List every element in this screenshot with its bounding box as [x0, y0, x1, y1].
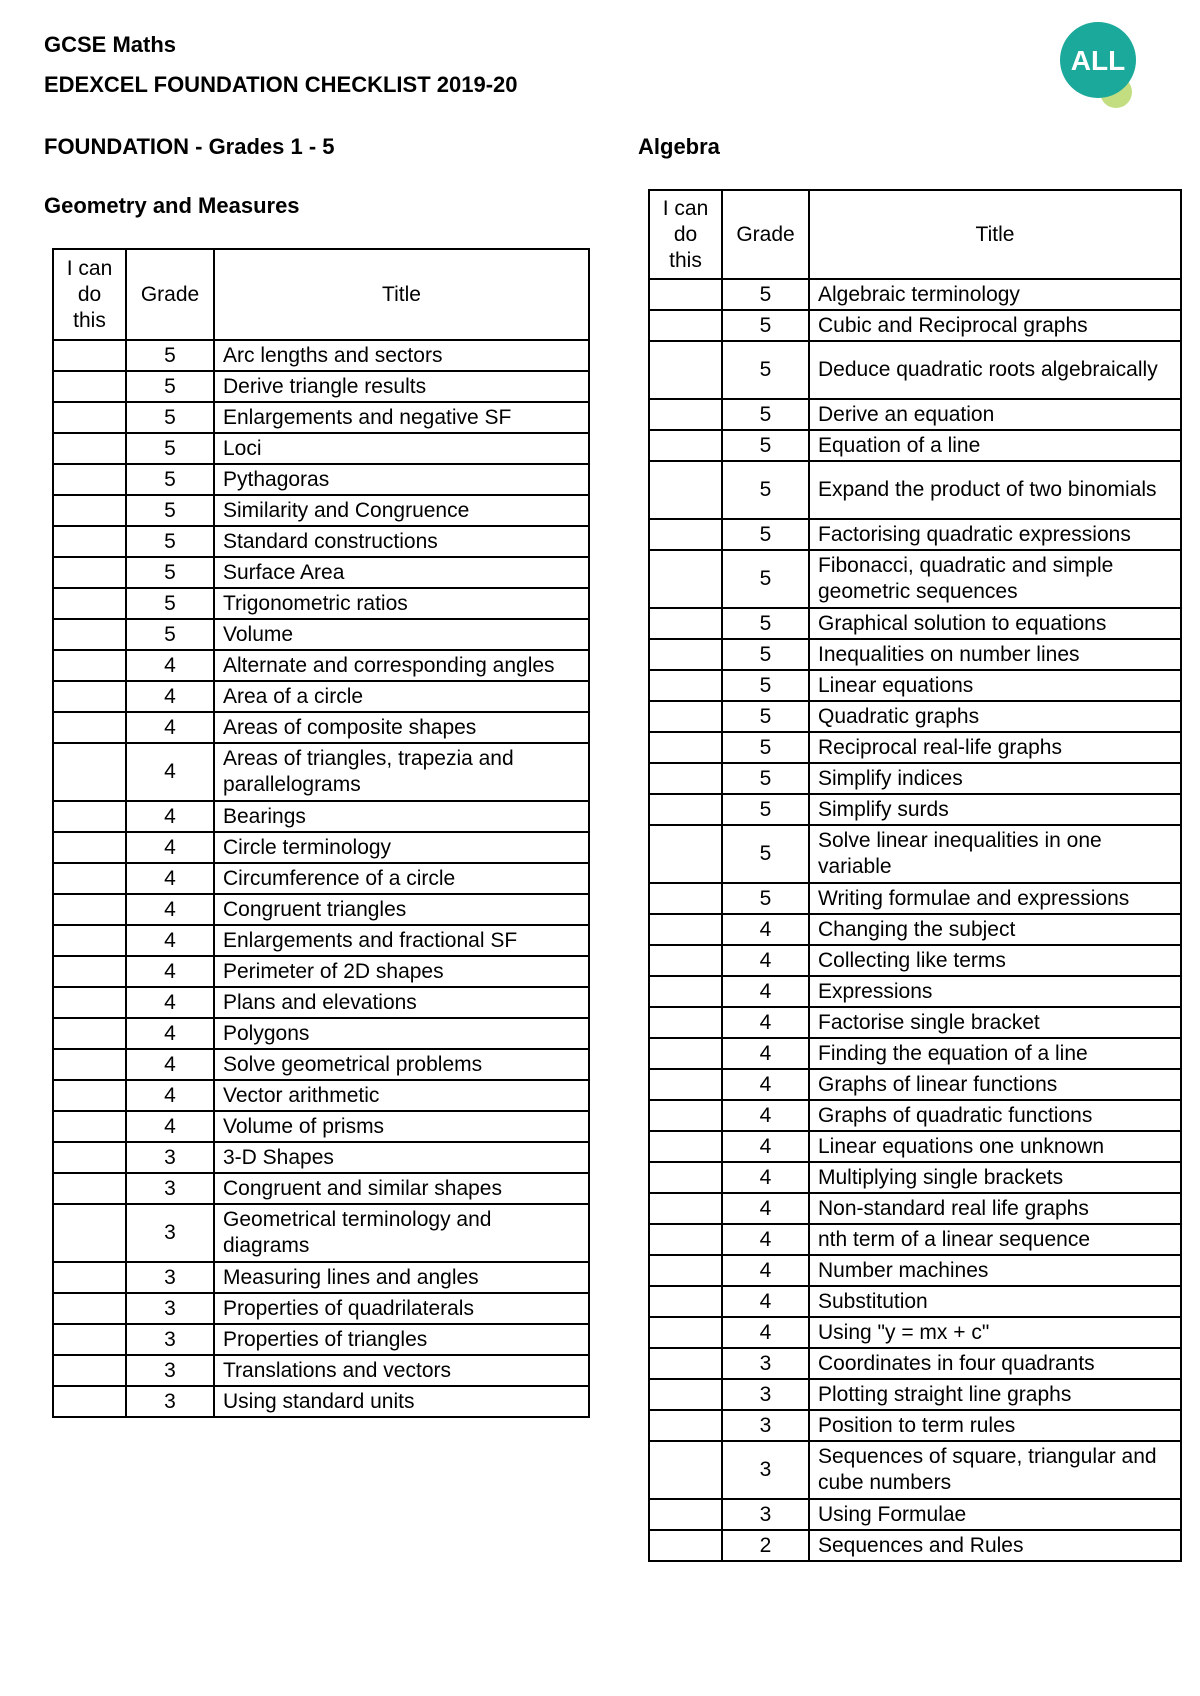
title-cell: Writing formulae and expressions [809, 883, 1181, 914]
column-header-title: Title [809, 190, 1181, 279]
title-cell: Multiplying single brackets [809, 1162, 1181, 1193]
table-row [53, 588, 589, 619]
table-row [649, 1317, 1181, 1348]
grade-cell: 5 [722, 461, 809, 519]
grade-cell: 5 [126, 464, 214, 495]
grade-cell: 4 [722, 914, 809, 945]
title-cell: Cubic and Reciprocal graphs [809, 310, 1181, 341]
grade-cell: 5 [126, 557, 214, 588]
title-cell: Alternate and corresponding angles [214, 650, 589, 681]
checkbox-cell[interactable] [53, 1386, 126, 1417]
grade-cell: 5 [126, 340, 214, 371]
checkbox-cell[interactable] [649, 1069, 722, 1100]
table-row [649, 310, 1181, 341]
title-cell: Volume [214, 619, 589, 650]
geometry-checklist-table [52, 248, 590, 1418]
checkbox-cell[interactable] [649, 1379, 722, 1410]
checkbox-cell[interactable] [53, 832, 126, 863]
table-row [649, 430, 1181, 461]
title-cell: Volume of prisms [214, 1111, 589, 1142]
grade-cell: 5 [722, 701, 809, 732]
checkbox-cell[interactable] [649, 670, 722, 701]
title-cell: Position to term rules [809, 1410, 1181, 1441]
grade-cell: 5 [722, 883, 809, 914]
checklist-title: EDEXCEL FOUNDATION CHECKLIST 2019-20 [44, 72, 518, 97]
title-cell: Pythagoras [214, 464, 589, 495]
checkbox-cell[interactable] [53, 925, 126, 956]
table-row [649, 794, 1181, 825]
checkbox-cell[interactable] [649, 1255, 722, 1286]
table-row [53, 1355, 589, 1386]
checkbox-cell[interactable] [53, 1293, 126, 1324]
title-cell: Factorising quadratic expressions [809, 519, 1181, 550]
checkbox-cell[interactable] [649, 732, 722, 763]
logo-text: ALL [1070, 45, 1126, 76]
checkbox-cell[interactable] [649, 914, 722, 945]
all-logo [1058, 18, 1142, 118]
title-cell: Geometrical terminology and diagrams [214, 1204, 589, 1262]
checkbox-cell[interactable] [53, 402, 126, 433]
grade-cell: 5 [126, 588, 214, 619]
grade-cell: 4 [126, 956, 214, 987]
checkbox-cell[interactable] [53, 712, 126, 743]
checkbox-cell[interactable] [53, 650, 126, 681]
title-cell: Algebraic terminology [809, 279, 1181, 310]
table-row [53, 371, 589, 402]
table-row [649, 701, 1181, 732]
grade-cell: 3 [126, 1204, 214, 1262]
grade-cell: 4 [722, 1317, 809, 1348]
checkbox-cell[interactable] [53, 801, 126, 832]
table-row [53, 987, 589, 1018]
table-row [53, 464, 589, 495]
checkbox-cell[interactable] [649, 310, 722, 341]
title-cell: Sequences and Rules [809, 1530, 1181, 1561]
grade-cell: 4 [722, 1007, 809, 1038]
title-cell: Non-standard real life graphs [809, 1193, 1181, 1224]
title-cell: Areas of composite shapes [214, 712, 589, 743]
checkbox-cell[interactable] [53, 743, 126, 801]
checkbox-cell[interactable] [649, 1317, 722, 1348]
title-cell: Equation of a line [809, 430, 1181, 461]
title-cell: Linear equations [809, 670, 1181, 701]
table-row [53, 402, 589, 433]
table-row [649, 732, 1181, 763]
table-row [53, 1262, 589, 1293]
column-header-grade: Grade [722, 190, 809, 279]
checkbox-cell[interactable] [649, 794, 722, 825]
title-cell: Derive an equation [809, 399, 1181, 430]
table-row [649, 1286, 1181, 1317]
checkbox-cell[interactable] [53, 1204, 126, 1262]
table-row [53, 832, 589, 863]
table-row [649, 550, 1181, 608]
checkbox-cell[interactable] [649, 341, 722, 399]
checkbox-cell[interactable] [649, 1038, 722, 1069]
checkbox-cell[interactable] [649, 1100, 722, 1131]
title-cell: Circumference of a circle [214, 863, 589, 894]
table-row [649, 1131, 1181, 1162]
checkbox-cell[interactable] [53, 1018, 126, 1049]
table-row [649, 1530, 1181, 1561]
grade-cell: 4 [722, 1069, 809, 1100]
grade-cell: 5 [126, 402, 214, 433]
grade-cell: 4 [126, 832, 214, 863]
table-row [649, 1069, 1181, 1100]
grade-cell: 4 [722, 1131, 809, 1162]
table-row [53, 1204, 589, 1262]
checkbox-cell[interactable] [53, 894, 126, 925]
title-cell: nth term of a linear sequence [809, 1224, 1181, 1255]
title-cell: Polygons [214, 1018, 589, 1049]
grade-cell: 3 [126, 1293, 214, 1324]
grade-cell: 5 [126, 433, 214, 464]
grade-cell: 5 [126, 495, 214, 526]
title-cell: Circle terminology [214, 832, 589, 863]
checkbox-cell[interactable] [53, 987, 126, 1018]
grade-cell: 5 [722, 341, 809, 399]
table-row [649, 976, 1181, 1007]
grade-cell: 4 [126, 894, 214, 925]
grade-cell: 4 [722, 976, 809, 1007]
checkbox-cell[interactable] [53, 1173, 126, 1204]
title-cell: Properties of quadrilaterals [214, 1293, 589, 1324]
checkbox-cell[interactable] [53, 464, 126, 495]
checkbox-cell[interactable] [649, 1286, 722, 1317]
title-cell: Expressions [809, 976, 1181, 1007]
title-cell: Linear equations one unknown [809, 1131, 1181, 1162]
grade-cell: 3 [722, 1348, 809, 1379]
checkbox-cell[interactable] [53, 1080, 126, 1111]
algebra-checklist-table [648, 189, 1182, 1562]
title-cell: Finding the equation of a line [809, 1038, 1181, 1069]
checkbox-cell[interactable] [649, 1499, 722, 1530]
title-cell: Trigonometric ratios [214, 588, 589, 619]
grade-cell: 4 [126, 712, 214, 743]
table-row [53, 956, 589, 987]
table-row [53, 863, 589, 894]
title-cell: Loci [214, 433, 589, 464]
table-row [53, 712, 589, 743]
table-row [53, 1142, 589, 1173]
grade-cell: 5 [722, 825, 809, 883]
checkbox-cell[interactable] [649, 945, 722, 976]
table-row [649, 763, 1181, 794]
column-header-title: Title [214, 249, 589, 340]
grade-cell: 3 [722, 1499, 809, 1530]
grade-cell: 2 [722, 1530, 809, 1561]
checkbox-cell[interactable] [53, 1355, 126, 1386]
checkbox-cell[interactable] [649, 550, 722, 608]
checkbox-cell[interactable] [649, 1007, 722, 1038]
subject-title: GCSE Maths [44, 32, 177, 57]
checkbox-cell[interactable] [649, 519, 722, 550]
table-row [53, 650, 589, 681]
table-row [53, 925, 589, 956]
title-cell: Graphs of quadratic functions [809, 1100, 1181, 1131]
grade-cell: 5 [722, 732, 809, 763]
grade-cell: 4 [126, 1080, 214, 1111]
checkbox-cell[interactable] [53, 371, 126, 402]
title-cell: Plotting straight line graphs [809, 1379, 1181, 1410]
title-cell: Measuring lines and angles [214, 1262, 589, 1293]
title-cell: Solve geometrical problems [214, 1049, 589, 1080]
column-header-check: I can do this [649, 190, 722, 279]
grade-cell: 4 [722, 945, 809, 976]
table-row [53, 1293, 589, 1324]
title-cell: Number machines [809, 1255, 1181, 1286]
table-row [53, 1173, 589, 1204]
grade-cell: 4 [126, 1111, 214, 1142]
title-cell: Arc lengths and sectors [214, 340, 589, 371]
grade-cell: 4 [722, 1038, 809, 1069]
table-row [53, 801, 589, 832]
checkbox-cell[interactable] [649, 1131, 722, 1162]
checkbox-cell[interactable] [649, 1441, 722, 1499]
table-row [53, 1080, 589, 1111]
table-row [649, 1255, 1181, 1286]
title-cell: Translations and vectors [214, 1355, 589, 1386]
geometry-table-body [53, 340, 589, 1417]
title-cell: Simplify surds [809, 794, 1181, 825]
grade-cell: 3 [126, 1262, 214, 1293]
checkbox-cell[interactable] [649, 1410, 722, 1441]
checkbox-cell[interactable] [649, 825, 722, 883]
title-cell: Factorise single bracket [809, 1007, 1181, 1038]
title-cell: Congruent and similar shapes [214, 1173, 589, 1204]
table-row [649, 341, 1181, 399]
title-cell: Bearings [214, 801, 589, 832]
checkbox-cell[interactable] [649, 430, 722, 461]
table-row [53, 433, 589, 464]
grade-cell: 3 [722, 1379, 809, 1410]
checkbox-cell[interactable] [649, 399, 722, 430]
grade-cell: 5 [722, 279, 809, 310]
grade-cell: 3 [126, 1173, 214, 1204]
checkbox-cell[interactable] [53, 1111, 126, 1142]
table-row [649, 1499, 1181, 1530]
checkbox-cell[interactable] [53, 557, 126, 588]
table-row [649, 1007, 1181, 1038]
title-cell: Reciprocal real-life graphs [809, 732, 1181, 763]
checkbox-cell[interactable] [649, 639, 722, 670]
grade-cell: 4 [722, 1286, 809, 1317]
table-row [649, 461, 1181, 519]
table-row [649, 1379, 1181, 1410]
checkbox-cell[interactable] [53, 956, 126, 987]
grade-cell: 5 [722, 519, 809, 550]
title-cell: Coordinates in four quadrants [809, 1348, 1181, 1379]
grade-cell: 5 [722, 763, 809, 794]
checkbox-cell[interactable] [53, 433, 126, 464]
table-row [53, 526, 589, 557]
table-row [649, 1162, 1181, 1193]
title-cell: Perimeter of 2D shapes [214, 956, 589, 987]
grade-cell: 4 [126, 743, 214, 801]
table-row [53, 1324, 589, 1355]
title-cell: Substitution [809, 1286, 1181, 1317]
checkbox-cell[interactable] [649, 461, 722, 519]
title-cell: Derive triangle results [214, 371, 589, 402]
grade-cell: 5 [722, 608, 809, 639]
table-row [649, 1224, 1181, 1255]
table-row [649, 1410, 1181, 1441]
table-row [53, 1111, 589, 1142]
grade-cell: 4 [126, 1018, 214, 1049]
title-cell: Graphical solution to equations [809, 608, 1181, 639]
grade-cell: 4 [722, 1224, 809, 1255]
geometry-heading: Geometry and Measures [44, 193, 300, 218]
title-cell: Collecting like terms [809, 945, 1181, 976]
grade-cell: 5 [722, 430, 809, 461]
table-row [649, 883, 1181, 914]
checkbox-cell[interactable] [53, 588, 126, 619]
grade-cell: 4 [126, 987, 214, 1018]
table-row [649, 1193, 1181, 1224]
checkbox-cell[interactable] [53, 526, 126, 557]
grade-cell: 3 [126, 1324, 214, 1355]
table-row [53, 495, 589, 526]
title-cell: Properties of triangles [214, 1324, 589, 1355]
grade-cell: 4 [722, 1193, 809, 1224]
grade-cell: 3 [722, 1410, 809, 1441]
checkbox-cell[interactable] [649, 279, 722, 310]
checkbox-cell[interactable] [649, 883, 722, 914]
title-cell: Using "y = mx + c" [809, 1317, 1181, 1348]
checkbox-cell[interactable] [649, 1348, 722, 1379]
table-row [53, 340, 589, 371]
title-cell: 3-D Shapes [214, 1142, 589, 1173]
table-row [53, 619, 589, 650]
checkbox-cell[interactable] [649, 1193, 722, 1224]
checkbox-cell[interactable] [649, 763, 722, 794]
grade-cell: 4 [126, 650, 214, 681]
grade-cell: 4 [126, 925, 214, 956]
table-row [53, 557, 589, 588]
title-cell: Enlargements and negative SF [214, 402, 589, 433]
checkbox-cell[interactable] [53, 1324, 126, 1355]
title-cell: Using standard units [214, 1386, 589, 1417]
column-header-grade: Grade [126, 249, 214, 340]
title-cell: Areas of triangles, trapezia and parallelograms [214, 743, 589, 801]
table-row [53, 1386, 589, 1417]
table-row [649, 399, 1181, 430]
title-cell: Inequalities on number lines [809, 639, 1181, 670]
title-cell: Area of a circle [214, 681, 589, 712]
grade-cell: 3 [126, 1142, 214, 1173]
checkbox-cell[interactable] [649, 1224, 722, 1255]
checkbox-cell[interactable] [649, 976, 722, 1007]
grade-cell: 5 [126, 526, 214, 557]
table-row [649, 519, 1181, 550]
title-cell: Standard constructions [214, 526, 589, 557]
grade-cell: 4 [126, 681, 214, 712]
title-cell: Changing the subject [809, 914, 1181, 945]
grade-cell: 5 [722, 639, 809, 670]
title-cell: Expand the product of two binomials [809, 461, 1181, 519]
grade-cell: 4 [126, 801, 214, 832]
checkbox-cell[interactable] [53, 340, 126, 371]
title-cell: Enlargements and fractional SF [214, 925, 589, 956]
grade-cell: 4 [722, 1255, 809, 1286]
grade-cell: 5 [722, 794, 809, 825]
title-cell: Congruent triangles [214, 894, 589, 925]
algebra-heading: Algebra [638, 134, 720, 159]
table-row [53, 743, 589, 801]
title-cell: Using Formulae [809, 1499, 1181, 1530]
grade-cell: 5 [722, 550, 809, 608]
table-row [649, 670, 1181, 701]
title-cell: Graphs of linear functions [809, 1069, 1181, 1100]
grade-cell: 3 [722, 1441, 809, 1499]
table-row [649, 1038, 1181, 1069]
checkbox-cell[interactable] [53, 681, 126, 712]
grade-cell: 4 [126, 863, 214, 894]
title-cell: Similarity and Congruence [214, 495, 589, 526]
checkbox-cell[interactable] [649, 1162, 722, 1193]
title-cell: Quadratic graphs [809, 701, 1181, 732]
grade-cell: 5 [722, 670, 809, 701]
table-row [649, 279, 1181, 310]
table-row [53, 681, 589, 712]
grade-cell: 4 [722, 1162, 809, 1193]
grade-cell: 5 [722, 310, 809, 341]
checkbox-cell[interactable] [53, 1142, 126, 1173]
grade-cell: 3 [126, 1355, 214, 1386]
title-cell: Surface Area [214, 557, 589, 588]
table-row [53, 1018, 589, 1049]
table-row [649, 945, 1181, 976]
table-row [649, 1100, 1181, 1131]
table-row [649, 608, 1181, 639]
checkbox-cell[interactable] [53, 1262, 126, 1293]
checkbox-cell[interactable] [53, 495, 126, 526]
table-row [53, 1049, 589, 1080]
table-row [53, 894, 589, 925]
checkbox-cell[interactable] [53, 1049, 126, 1080]
grade-cell: 5 [722, 399, 809, 430]
level-title: FOUNDATION - Grades 1 - 5 [44, 134, 335, 159]
title-cell: Plans and elevations [214, 987, 589, 1018]
grade-cell: 4 [722, 1100, 809, 1131]
checkbox-cell[interactable] [53, 863, 126, 894]
checkbox-cell[interactable] [649, 701, 722, 732]
grade-cell: 5 [126, 371, 214, 402]
title-cell: Fibonacci, quadratic and simple geometric sequences [809, 550, 1181, 608]
checkbox-cell[interactable] [649, 608, 722, 639]
table-row [649, 1348, 1181, 1379]
table-row [649, 825, 1181, 883]
checkbox-cell[interactable] [53, 619, 126, 650]
algebra-table-body [649, 279, 1181, 1561]
table-row [649, 1441, 1181, 1499]
title-cell: Vector arithmetic [214, 1080, 589, 1111]
column-header-check: I can do this [53, 249, 126, 340]
grade-cell: 3 [126, 1386, 214, 1417]
checkbox-cell[interactable] [649, 1530, 722, 1561]
title-cell: Solve linear inequalities in one variable [809, 825, 1181, 883]
table-row [649, 639, 1181, 670]
grade-cell: 5 [126, 619, 214, 650]
grade-cell: 4 [126, 1049, 214, 1080]
title-cell: Deduce quadratic roots algebraically [809, 341, 1181, 399]
title-cell: Simplify indices [809, 763, 1181, 794]
title-cell: Sequences of square, triangular and cube numbers [809, 1441, 1181, 1499]
table-row [649, 914, 1181, 945]
